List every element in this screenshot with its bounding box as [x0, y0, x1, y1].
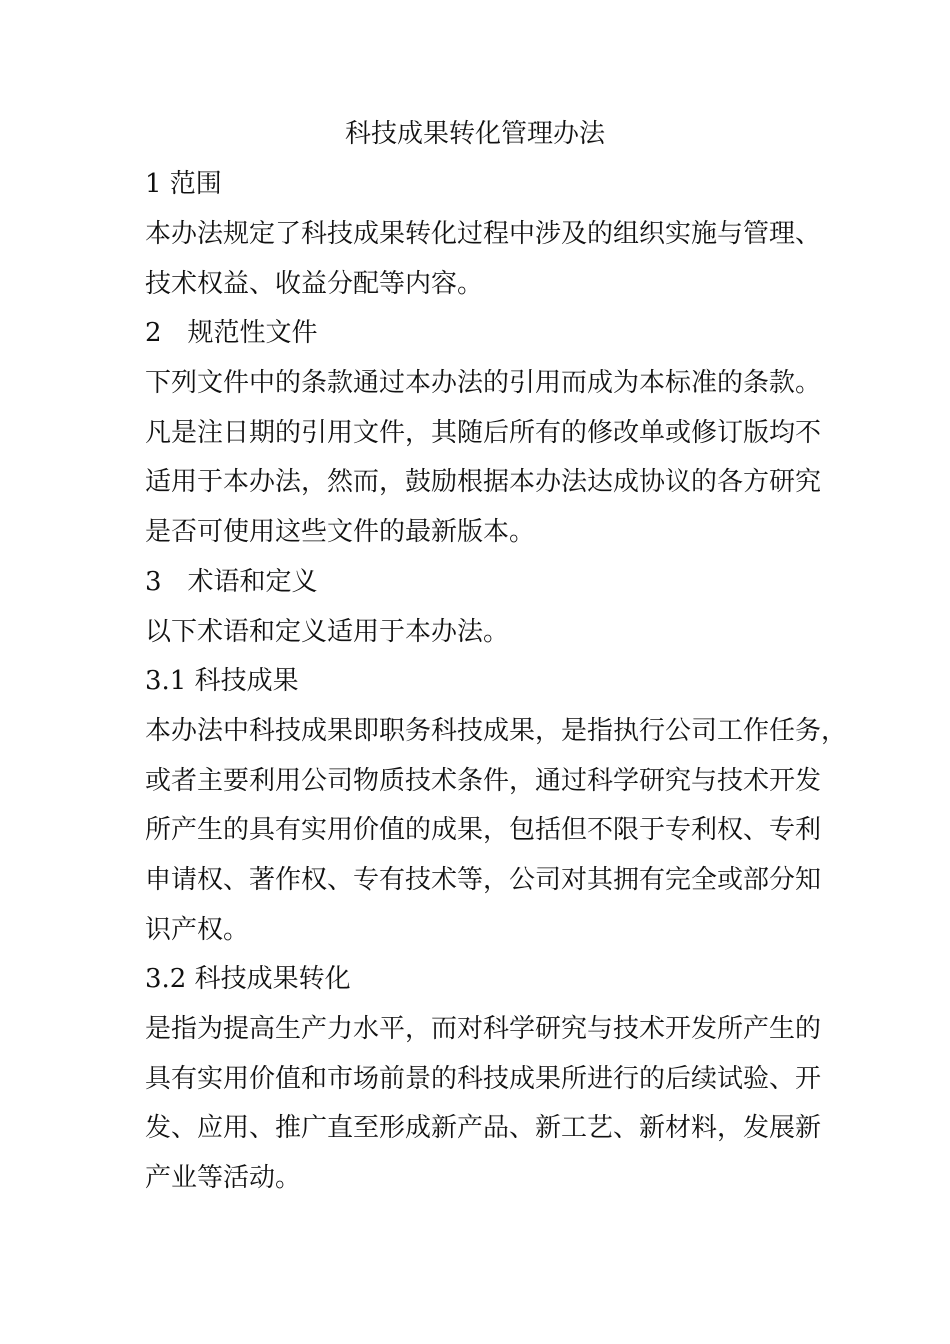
paragraph-line: 产业等活动。 — [145, 1163, 302, 1193]
paragraph-line: 适用于本办法，然而，鼓励根据本办法达成协议的各方研究 — [145, 467, 822, 497]
section-heading-scope: 1 范围 — [145, 169, 222, 199]
paragraph-line: 是否可使用这些文件的最新版本。 — [145, 517, 536, 547]
section-heading-normative-references: 2 规范性文件 — [145, 318, 318, 348]
paragraph-line: 技术权益、收益分配等内容。 — [145, 269, 484, 299]
paragraph-line: 或者主要利用公司物质技术条件，通过科学研究与技术开发 — [145, 766, 822, 796]
paragraph-line: 所产生的具有实用价值的成果，包括但不限于专利权、专利 — [145, 815, 822, 845]
paragraph-line: 下列文件中的条款通过本办法的引用而成为本标准的条款。 — [145, 368, 822, 398]
paragraph-line: 申请权、著作权、专有技术等，公司对其拥有完全或部分知 — [145, 865, 822, 895]
subsection-heading-tech-achievement: 3.1 科技成果 — [145, 666, 299, 696]
paragraph-line: 是指为提高生产力水平，而对科学研究与技术开发所产生的 — [145, 1014, 822, 1044]
paragraph-line: 本办法中科技成果即职务科技成果，是指执行公司工作任务， — [145, 716, 848, 746]
paragraph-line: 发、应用、推广直至形成新产品、新工艺、新材料，发展新 — [145, 1113, 822, 1143]
section-heading-terms-definitions: 3 术语和定义 — [145, 567, 318, 597]
subsection-heading-tech-transfer: 3.2 科技成果转化 — [145, 964, 351, 994]
paragraph-line: 凡是注日期的引用文件，其随后所有的修改单或修订版均不 — [145, 418, 822, 448]
paragraph-line: 具有实用价值和市场前景的科技成果所进行的后续试验、开 — [145, 1064, 822, 1094]
paragraph-line: 本办法规定了科技成果转化过程中涉及的组织实施与管理、 — [145, 219, 822, 249]
paragraph-line: 识产权。 — [145, 915, 250, 945]
paragraph-line: 以下术语和定义适用于本办法。 — [145, 617, 510, 647]
document-title: 科技成果转化管理办法 — [344, 119, 605, 149]
